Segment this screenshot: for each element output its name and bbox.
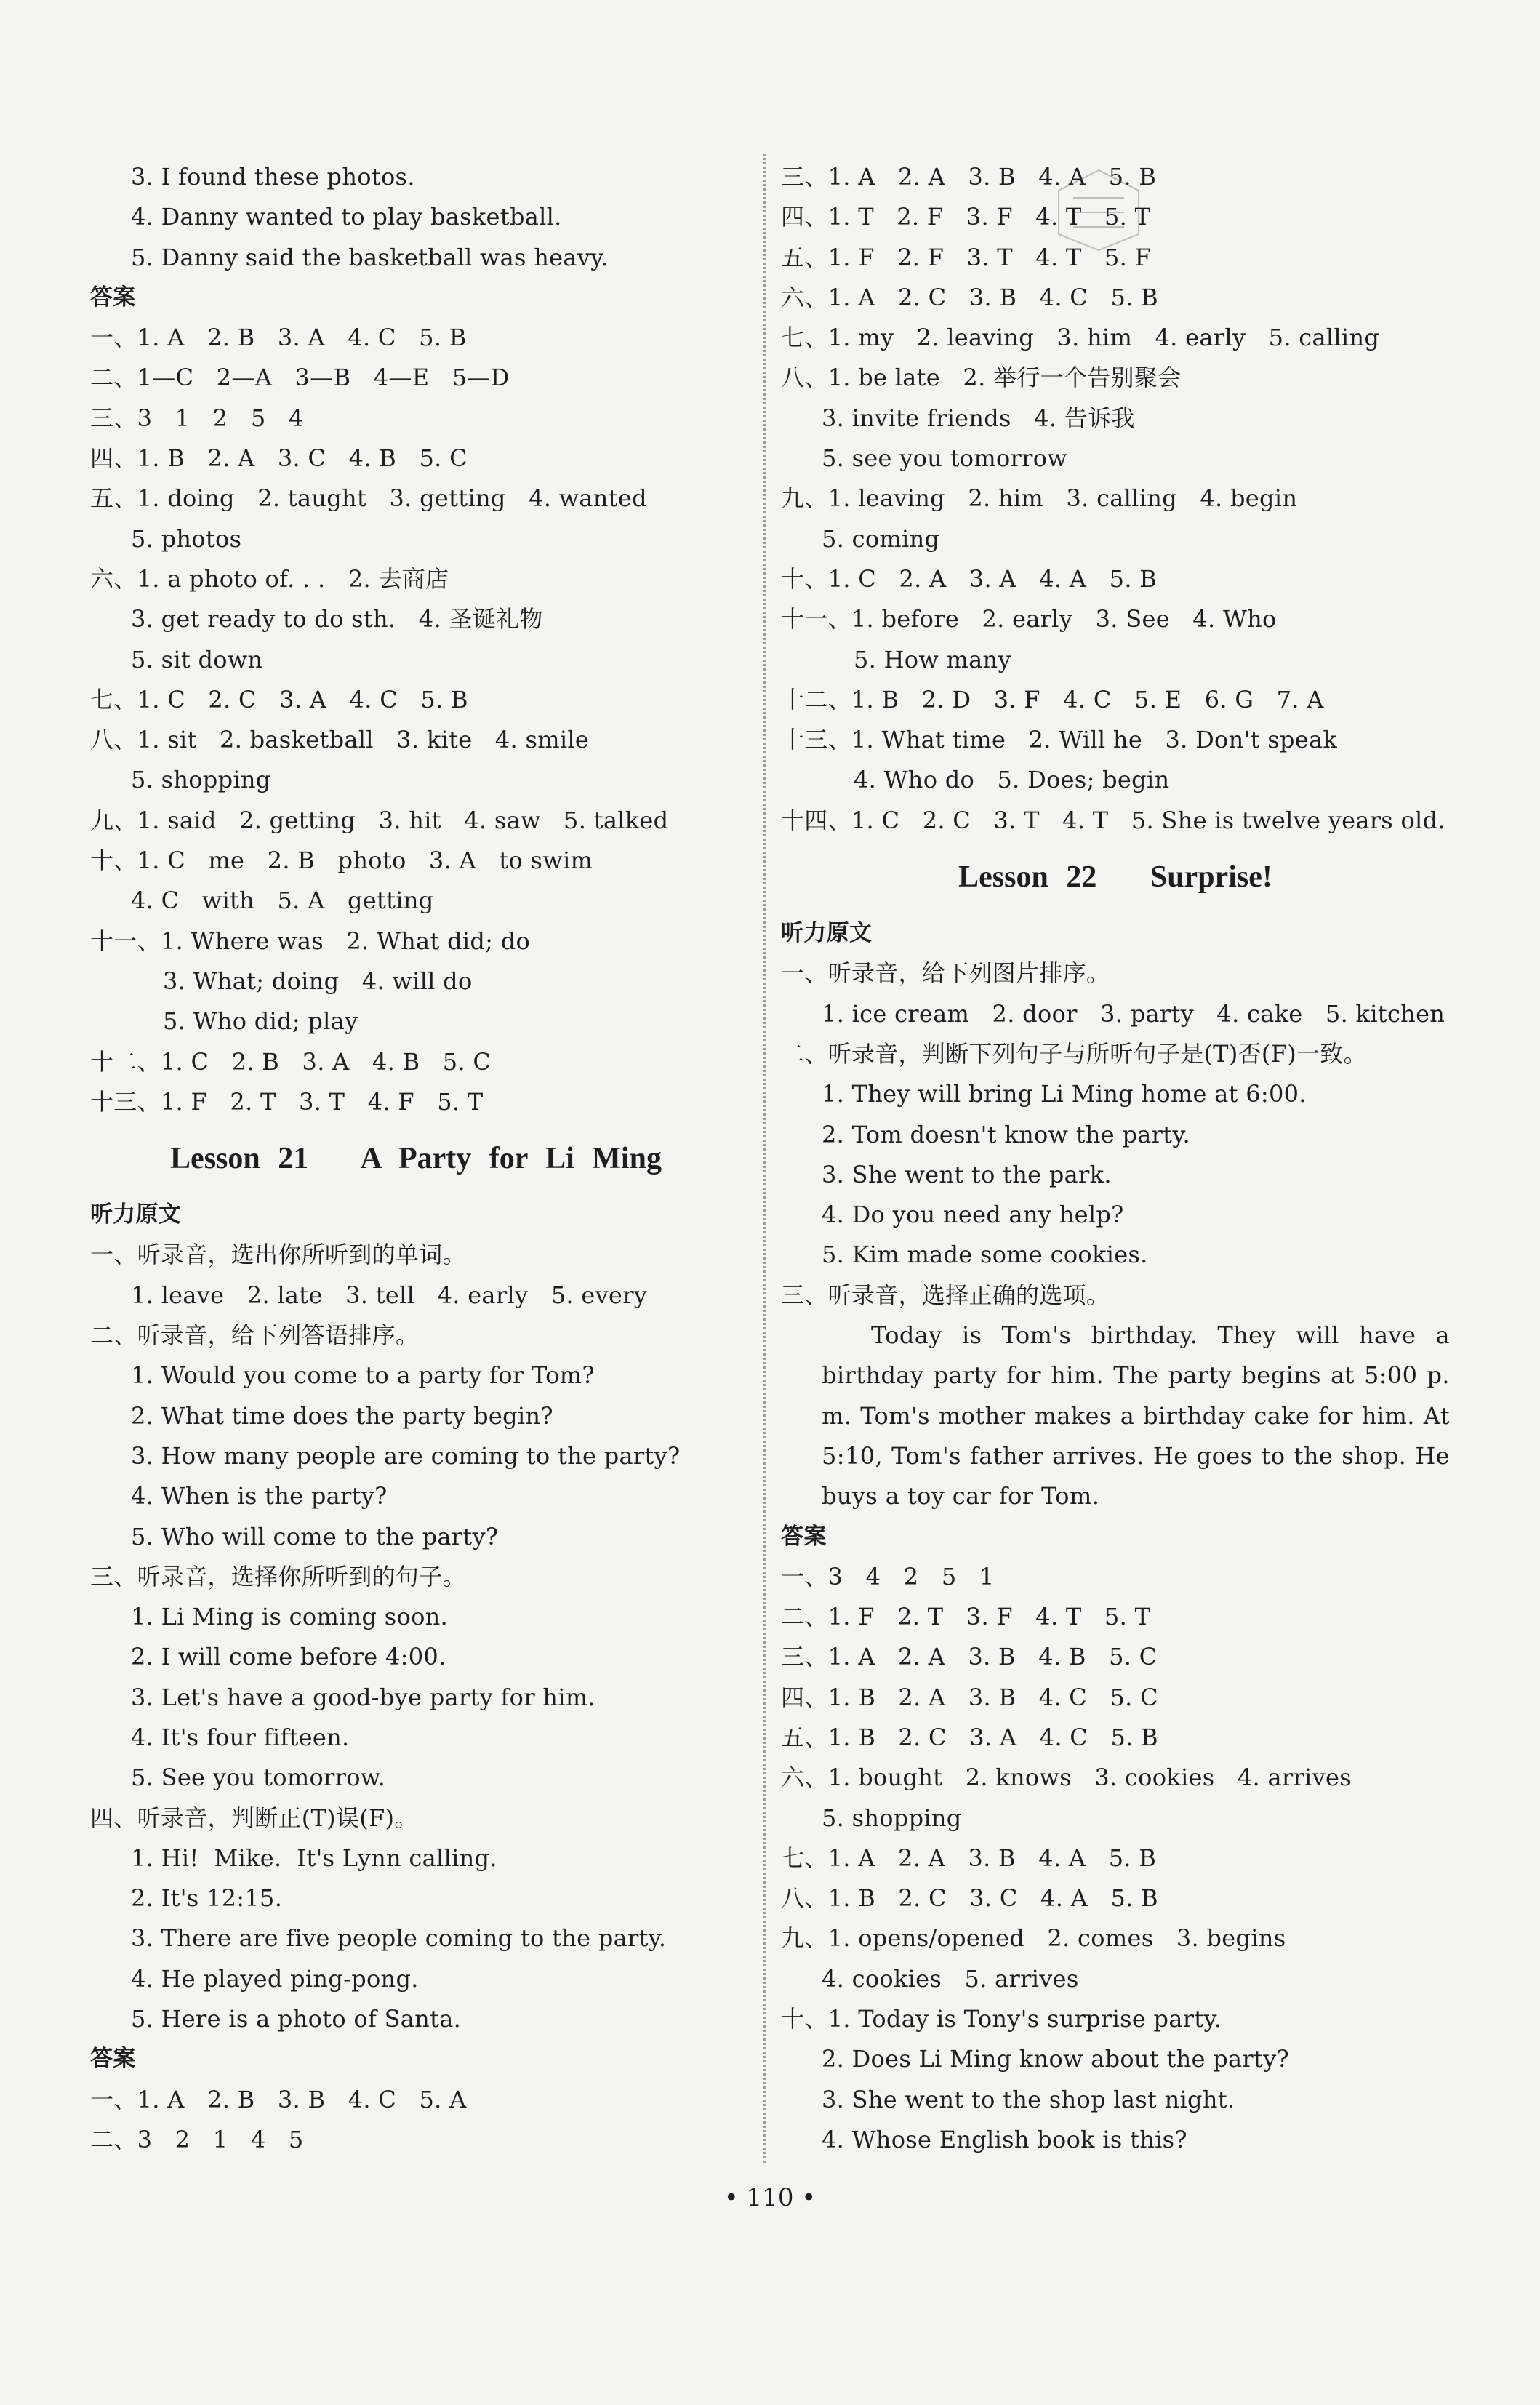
text-line: 4. He played ping-pong. — [131, 1964, 419, 1993]
section-heading: 答案 — [90, 2046, 136, 2073]
text-line: 5. sit down — [131, 645, 263, 673]
text-line: 十一、1. before 2. early 3. See 4. Who — [781, 605, 1277, 633]
lesson-heading: Lesson 21 A Party for Li Ming — [170, 1142, 662, 1176]
text-line: 1. ice cream 2. door 3. party 4. cake 5. kitchen — [822, 999, 1445, 1028]
text-line: 4. It's four fifteen. — [131, 1723, 350, 1751]
text-line: 5. Who will come to the party? — [131, 1522, 499, 1550]
text-line: 三、听录音，选择你所听到的句子。 — [90, 1562, 466, 1590]
text-line: 二、3 2 1 4 5 — [90, 2125, 304, 2153]
text-line: 一、3 4 2 5 1 — [781, 1562, 995, 1590]
text-line: 4. Who do 5. Does; begin — [854, 766, 1170, 794]
text-line: 4. C with 5. A getting — [131, 887, 434, 915]
text-line: 5. Who did; play — [163, 1007, 358, 1036]
text-line: 十、1. Today is Tony's surprise party. — [781, 2005, 1222, 2033]
text-line: 十二、1. C 2. B 3. A 4. B 5. C — [90, 1047, 492, 1076]
text-line: 3. invite friends 4. 告诉我 — [822, 404, 1135, 432]
text-line: 3. There are five people coming to the party. — [131, 1924, 667, 1953]
text-line: 4. Danny wanted to play basketball. — [131, 203, 562, 231]
watermark-stamp-icon — [1044, 161, 1153, 256]
text-line: 1. Li Ming is coming soon. — [131, 1603, 449, 1631]
text-line: 五、1. doing 2. taught 3. getting 4. wanted — [90, 484, 647, 513]
column-divider — [763, 154, 766, 2163]
text-line: 1. They will bring Li Ming home at 6:00. — [822, 1080, 1307, 1108]
text-line: 3. I found these photos. — [131, 163, 415, 191]
text-line: 2. I will come before 4:00. — [131, 1643, 446, 1671]
text-line: 十、1. C 2. A 3. A 4. A 5. B — [781, 564, 1158, 593]
text-line: 九、1. opens/opened 2. comes 3. begins — [781, 1924, 1286, 1953]
text-line: 5. See you tomorrow. — [131, 1764, 386, 1792]
page-number: • 110 • — [723, 2183, 817, 2212]
text-line: 六、1. a photo of. . . 2. 去商店 — [90, 564, 449, 593]
text-line: 十一、1. Where was 2. What did; do — [90, 927, 531, 955]
lesson-heading: Lesson 22 Surprise! — [958, 860, 1272, 895]
text-line: 2. Does Li Ming know about the party? — [822, 2045, 1290, 2073]
text-line: 四、1. B 2. A 3. B 4. C 5. C — [781, 1683, 1158, 1711]
text-line: 八、1. sit 2. basketball 3. kite 4. smile — [90, 726, 590, 754]
text-line: 三、听录音，选择正确的选项。 — [781, 1281, 1110, 1309]
text-line: 5. Danny said the basketball was heavy. — [131, 243, 609, 271]
text-line: 十二、1. B 2. D 3. F 4. C 5. E 6. G 7. A — [781, 685, 1324, 713]
text-line: 五、1. B 2. C 3. A 4. C 5. B — [781, 1723, 1158, 1751]
text-line: 2. What time does the party begin? — [131, 1401, 553, 1430]
text-line: 5. photos — [131, 524, 242, 553]
text-line: 5. Kim made some cookies. — [822, 1241, 1148, 1269]
text-line: 4. Do you need any help? — [822, 1201, 1124, 1229]
text-line: 5. see you tomorrow — [822, 444, 1067, 473]
text-line: 十四、1. C 2. C 3. T 4. T 5. She is twelve years old. — [781, 806, 1445, 834]
text-line: 3. get ready to do sth. 4. 圣诞礼物 — [131, 605, 543, 633]
text-line: 六、1. A 2. C 3. B 4. C 5. B — [781, 283, 1158, 311]
section-heading: 听力原文 — [90, 1201, 182, 1228]
text-line: 十三、1. What time 2. Will he 3. Don't speak — [781, 726, 1338, 754]
text-line: 六、1. bought 2. knows 3. cookies 4. arrives — [781, 1764, 1352, 1792]
text-line: 八、1. be late 2. 举行一个告别聚会 — [781, 364, 1182, 392]
text-line: 十三、1. F 2. T 3. T 4. F 5. T — [90, 1087, 484, 1116]
text-line: 三、1. A 2. A 3. B 4. B 5. C — [781, 1643, 1158, 1671]
text-line: 四、听录音，判断正(T)误(F)。 — [90, 1804, 418, 1832]
text-line: 四、1. T 2. F 3. F 4. T 5. T — [781, 203, 1151, 231]
text-line: 七、1. C 2. C 3. A 4. C 5. B — [90, 685, 468, 713]
text-line: 3. How many people are coming to the party? — [131, 1441, 681, 1470]
text-line: 九、1. said 2. getting 3. hit 4. saw 5. talked — [90, 806, 669, 834]
text-line: 一、听录音，选出你所听到的单词。 — [90, 1241, 466, 1269]
section-heading: 听力原文 — [781, 920, 873, 947]
left-column — [90, 157, 742, 2160]
text-line: 4. Whose English book is this? — [822, 2125, 1187, 2153]
text-line: 2. It's 12:15. — [131, 1884, 283, 1913]
text-line: 三、1. A 2. A 3. B 4. A 5. B — [781, 163, 1157, 191]
text-line: 5. shopping — [131, 766, 271, 794]
text-line: 4. cookies 5. arrives — [822, 1964, 1079, 1993]
text-line: 七、1. my 2. leaving 3. him 4. early 5. calling — [781, 324, 1380, 352]
text-line: 一、1. A 2. B 3. A 4. C 5. B — [90, 324, 467, 352]
text-line: 1. Hi! Mike. It's Lynn calling. — [131, 1844, 497, 1872]
text-line: 九、1. leaving 2. him 3. calling 4. begin — [781, 484, 1298, 513]
text-line: 5. coming — [822, 524, 940, 553]
text-line: 七、1. A 2. A 3. B 4. A 5. B — [781, 1844, 1157, 1872]
right-column — [781, 157, 1450, 2160]
text-line: 5. Here is a photo of Santa. — [131, 2005, 462, 2033]
text-line: 二、听录音，给下列答语排序。 — [90, 1321, 420, 1350]
section-heading: 答案 — [781, 1523, 827, 1550]
text-line: 1. Would you come to a party for Tom? — [131, 1361, 595, 1390]
text-line: 五、1. F 2. F 3. T 4. T 5. F — [781, 243, 1152, 271]
text-line: 5. How many — [854, 645, 1011, 673]
text-line: 四、1. B 2. A 3. C 4. B 5. C — [90, 444, 468, 473]
text-line: 2. Tom doesn't know the party. — [822, 1120, 1191, 1148]
section-heading: 答案 — [90, 284, 136, 311]
text-line: 4. When is the party? — [131, 1482, 388, 1510]
text-line: 二、1. F 2. T 3. F 4. T 5. T — [781, 1603, 1151, 1631]
text-line: 3. She went to the park. — [822, 1160, 1112, 1188]
text-line: 5. shopping — [822, 1804, 962, 1832]
text-line: 一、听录音，给下列图片排序。 — [781, 959, 1110, 988]
text-line: 3. She went to the shop last night. — [822, 2085, 1235, 2113]
text-line: 二、听录音，判断下列句子与所听句子是(T)否(F)一致。 — [781, 1039, 1367, 1068]
text-line: 1. leave 2. late 3. tell 4. early 5. every — [131, 1281, 648, 1309]
text-line: 十、1. C me 2. B photo 3. A to swim — [90, 847, 593, 875]
text-line: 3. What; doing 4. will do — [163, 967, 473, 995]
text-line: 八、1. B 2. C 3. C 4. A 5. B — [781, 1884, 1158, 1913]
text-line: 3. Let's have a good-bye party for him. — [131, 1683, 595, 1711]
text-line: 三、3 1 2 5 4 — [90, 404, 304, 432]
text-line: 二、1—C 2—A 3—B 4—E 5—D — [90, 364, 510, 392]
text-line: 一、1. A 2. B 3. B 4. C 5. A — [90, 2085, 467, 2113]
listening-passage: Today is Tom's birthday. They will have a birthday party for him. The party begins at 5:00 p. m. Tom's mother makes a birthday cake for him. At 5:10, Tom's father arrives. He goes to the shop. He buys a toy car for Tom. — [822, 1321, 1450, 1510]
